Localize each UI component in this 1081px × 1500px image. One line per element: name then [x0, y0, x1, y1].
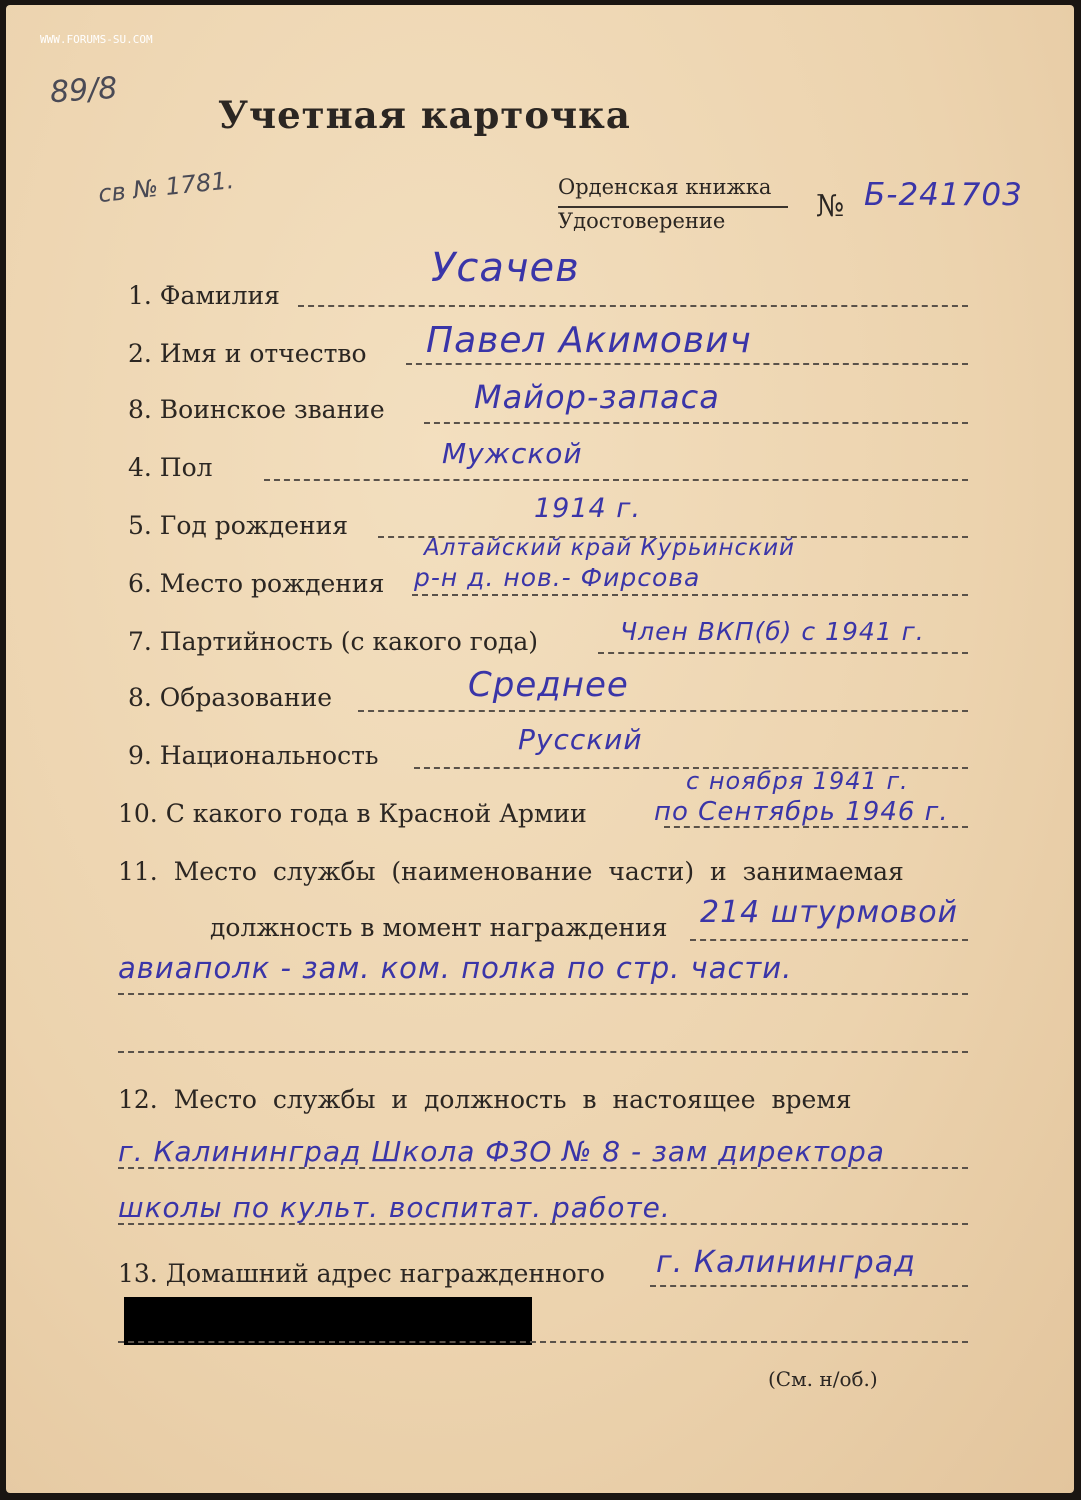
field-value-current-line2: школы по культ. воспитат. работе. — [118, 1191, 671, 1224]
field-line-service-1 — [690, 939, 968, 941]
field-value-education: Среднее — [468, 665, 629, 705]
field-line-sex — [264, 479, 968, 481]
field-label-surname: 1. Фамилия — [128, 281, 280, 310]
field-value-surname: Усачев — [431, 245, 580, 291]
field-line-army-since — [664, 826, 968, 828]
field-label-birth-year: 5. Год рождения — [128, 511, 349, 540]
doc-type-certificate: Удостоверение — [558, 209, 726, 233]
corner-note: 89/8 — [48, 70, 119, 111]
field-value-sex: Мужской — [442, 437, 583, 470]
field-label-nationality: 9. Национальность — [128, 741, 379, 770]
number-sign: № — [816, 189, 845, 224]
field-label-name: 2. Имя и отчество — [128, 339, 367, 368]
field-line-party — [598, 652, 968, 654]
field-line-name — [406, 363, 968, 365]
field-label-party: 7. Партийность (с какого года) — [128, 627, 538, 656]
field-line-service-3 — [118, 1051, 968, 1053]
order-book-number: Б-241703 — [864, 177, 1023, 213]
doc-type-order-book: Орденская книжка — [558, 175, 772, 199]
archive-note: св № 1781. — [96, 165, 236, 209]
field-value-army-since-line1: с ноября 1941 г. — [686, 767, 909, 795]
field-value-service-line2: авиаполк - зам. ком. полка по стр. части. — [118, 951, 793, 985]
field-value-home-address: г. Калининград — [656, 1245, 916, 1280]
field-value-current-line1: г. Калининград Школа ФЗО № 8 - зам директора — [118, 1135, 885, 1168]
doc-type-divider — [558, 206, 788, 208]
field-label-rank: 8. Воинское звание — [128, 395, 385, 424]
field-label-sex: 4. Пол — [128, 453, 213, 482]
field-value-party: Член ВКП(б) с 1941 г. — [620, 617, 925, 646]
field-label-position-at-award: должность в момент награждения — [210, 913, 668, 942]
field-line-rank — [424, 422, 968, 424]
field-label-army-since: 10. С какого года в Красной Армии — [118, 799, 587, 828]
field-label-birthplace: 6. Место рождения — [128, 569, 385, 598]
field-value-rank: Майор-запаса — [474, 378, 720, 416]
field-value-name: Павел Акимович — [426, 320, 752, 361]
field-label-service-place: 11. Место службы (наименование части) и занимаемая — [118, 857, 904, 886]
field-line-current-2 — [118, 1223, 968, 1225]
card-title: Учетная карточка — [218, 93, 631, 137]
field-value-army-since-line2: по Сентябрь 1946 г. — [654, 797, 949, 827]
field-line-education — [358, 710, 968, 712]
field-line-surname — [298, 305, 968, 307]
field-line-address-2 — [118, 1341, 968, 1343]
field-label-home-address: 13. Домашний адрес награжденного — [118, 1259, 605, 1288]
field-label-education: 8. Образование — [128, 683, 333, 712]
redaction-block — [124, 1297, 532, 1345]
field-line-current-1 — [118, 1167, 968, 1169]
field-value-service-line1: 214 штурмовой — [700, 895, 959, 930]
field-line-service-2 — [118, 993, 968, 995]
field-value-birthplace-line2: р-н д. нов.- Фирсова — [414, 563, 701, 592]
field-line-birthplace — [412, 594, 968, 596]
see-reverse-note: (См. н/об.) — [768, 1367, 878, 1391]
field-value-birthplace-line1: Алтайский край Курьинский — [424, 535, 795, 561]
field-value-birth-year: 1914 г. — [534, 493, 642, 524]
award-record-card — [6, 5, 1074, 1493]
field-label-current-service: 12. Место службы и должность в настоящее время — [118, 1085, 852, 1114]
watermark: WWW.FORUMS-SU.COM — [40, 33, 153, 46]
field-value-nationality: Русский — [518, 723, 643, 756]
field-line-address-1 — [650, 1285, 968, 1287]
